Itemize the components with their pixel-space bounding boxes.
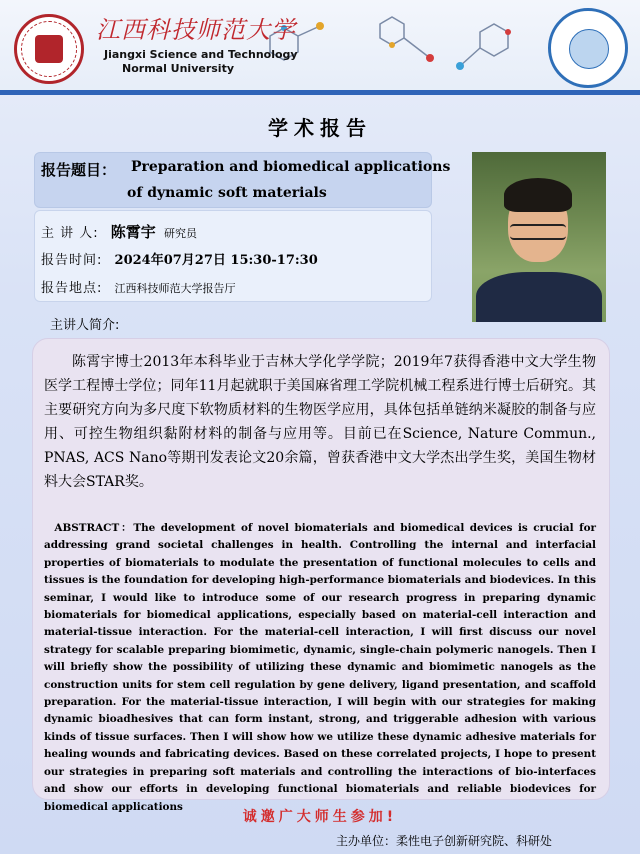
header-divider	[0, 90, 640, 95]
time-value: 2024年07月27日 15:30-17:30	[114, 253, 318, 268]
header-banner	[0, 0, 640, 95]
speaker-name: 陈霄宇	[110, 223, 156, 241]
invitation-text: 诚邀广大师生参加!	[242, 809, 398, 825]
time-label: 报告时间:	[41, 253, 103, 268]
place-row	[41, 277, 236, 296]
institute-logo-icon	[548, 8, 628, 88]
university-name-en-line2: Normal University	[122, 62, 235, 75]
time-row	[41, 249, 318, 268]
university-emblem-icon	[14, 14, 84, 84]
speaker-title: 研究员	[163, 227, 197, 240]
topic-title-line2: of dynamic soft materials	[127, 185, 327, 201]
topic-title-line1: Preparation and biomedical applications	[131, 159, 451, 175]
university-name-en-line1: Jiangxi Science and Technology	[104, 48, 298, 61]
speaker-label: 主 讲 人:	[41, 226, 99, 241]
organizer-text: 主办单位：柔性电子创新研究院、科研处	[335, 834, 552, 848]
intro-heading: 主讲人简介:	[50, 318, 120, 333]
place-value: 江西科技师范大学报告厅	[114, 282, 236, 295]
page-title: 学术报告	[268, 116, 372, 140]
topic-label: 报告题目：	[41, 161, 117, 179]
topic-box	[34, 152, 451, 208]
speaker-row	[41, 221, 197, 242]
speaker-photo	[472, 152, 606, 322]
university-name-cn: 江西科技师范大学	[96, 16, 296, 44]
place-label: 报告地点:	[41, 281, 103, 296]
info-box	[34, 210, 432, 302]
abstract-text: ABSTRACT：The development of novel biomaterials and biomedical devices is crucial for addressing grand societal challenges in health. Controlling the internal and interfacial properties of biomaterials to modulate the presentation of functional molecules to cells and tissues is the foundation for developing high-performance biomaterials and biodevices. In this seminar, I would like to introduce some of our research progress in preparing dynamic biomaterials for biomedical applications, especially based on material-cell interaction and material-tissue interaction. For the material-cell interaction, I will first discuss our novel strategy for scalable preparing biomimetic, dynamic, single-chain polymeric nanogels. Then I will briefly show the possibility of utilizing these dynamic and biomimetic nanogels as the construction units for stem cell regulation by gene delivery, ligand presentation, and scaffold preparation. For the material-tissue interaction, I will begin with our strategies for making dynamic bioadhesives that can form instant, strong, and triggerable adhesion with various kinds of tissue surfaces. Then I will show how we utilize these dynamic adhesive materials for healing wounds and fabricating devices. Based on these correlated projects, I hope to present our strategies in preparing soft materials and controlling the interactions of bio-interfaces and show our efforts in developing functional biomaterials and reliable biodevices for biomedical applications	[44, 522, 596, 813]
speaker-bio: 陈霄宇博士2013年本科毕业于吉林大学化学学院；2019年7获得香港中文大学生物医学工程博士学位；同年11月起就职于美国麻省理工学院机械工程系进行博士后研究。其主要研究方向为多尺度下软物质材料的生物医学应用，具体包括单链纳米凝胶的制备与应用、可控生物组织黏附材料的制备与应用等。目前已在Science, Nature Commun., PNAS, ACS Nano等期刊发表论文20余篇，曾获香港中文大学杰出学生奖，美国生物材料大会STAR奖。	[44, 354, 596, 490]
